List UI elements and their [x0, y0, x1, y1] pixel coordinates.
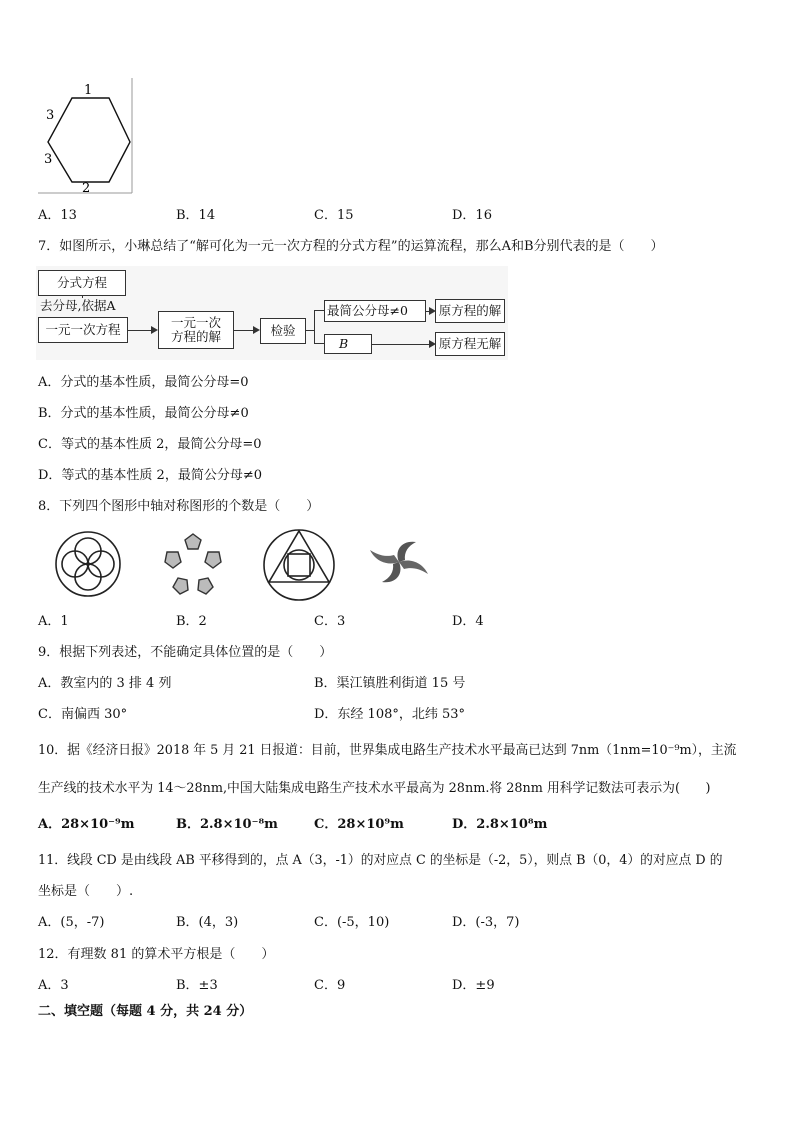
- hexagon-label-top: 1: [84, 83, 93, 98]
- q8-option-b: B．2: [176, 614, 207, 629]
- q10-line1: 10．据《经济日报》2018 年 5 月 21 日报道：目前，世界集成电路生产技术水平最高已达到 7nm（1nm=10⁻⁹m），主流: [38, 743, 737, 758]
- hexagon-label-upper-left: 3: [46, 108, 55, 123]
- flow-linear-eq-box: 一元一次方程: [38, 317, 128, 343]
- q11-option-b: B．(4，3): [176, 915, 239, 930]
- flow-cond-b-box: B: [324, 334, 372, 354]
- q10-option-a: A．28×10⁻⁹m: [38, 817, 135, 832]
- q12-option-d: D．±9: [452, 978, 495, 993]
- q8-option-d: D．4: [452, 614, 484, 629]
- flow-result-ok-box: 原方程的解: [435, 299, 505, 323]
- q6-option-b: B．14: [176, 208, 216, 223]
- q8-figure-circle-triangle: [262, 528, 336, 602]
- q12-option-a: A．3: [38, 978, 69, 993]
- flow-result-none-box: 原方程无解: [435, 332, 505, 356]
- q11-option-a: A．(5，-7): [38, 915, 105, 930]
- q7-option-b: B．分式的基本性质，最简公分母≠0: [38, 406, 249, 421]
- flow-step-label: 去分母,依据A: [40, 298, 116, 313]
- q9-stem: 9．根据下列表述，不能确定具体位置的是（ ）: [38, 645, 333, 660]
- flow-start-box: 分式方程: [38, 270, 126, 296]
- hexagon-figure: [36, 78, 134, 194]
- q8-option-a: A．1: [38, 614, 69, 629]
- flow-cond-nonzero-box: 最简公分母≠0: [324, 300, 426, 322]
- q8-figure-pentagons: [158, 530, 228, 598]
- hexagon-label-bottom: 2: [82, 181, 91, 194]
- q7-stem: 7．如图所示，小琳总结了“解可化为一元一次方程的分式方程”的运算流程，那么A和B分别代表的是（ ）: [38, 239, 664, 254]
- q11-option-d: D．(-3，7): [452, 915, 520, 930]
- q7-option-d: D．等式的基本性质 2，最简公分母≠0: [38, 468, 262, 483]
- q10-option-b: B．2.8×10⁻⁸m: [176, 817, 278, 832]
- q11-option-c: C．(-5，10): [314, 915, 390, 930]
- q8-option-c: C．3: [314, 614, 346, 629]
- q12-option-c: C．9: [314, 978, 346, 993]
- flow-solution-box: 一元一次方程的解: [158, 311, 234, 349]
- q6-option-d: D．16: [452, 208, 492, 223]
- q6-option-c: C．15: [314, 208, 354, 223]
- q9-option-a: A．教室内的 3 排 4 列: [38, 676, 172, 691]
- q12-option-b: B．±3: [176, 978, 218, 993]
- q10-line2: 生产线的技术水平为 14～28nm,中国大陆集成电路生产技术水平最高为 28nm.将 28nm 用科学记数法可表示为( ): [38, 781, 711, 796]
- q7-option-c: C．等式的基本性质 2，最简公分母=0: [38, 437, 262, 452]
- q11-line2: 坐标是（ ）.: [38, 884, 134, 899]
- q8-stem: 8．下列四个图形中轴对称图形的个数是（ ）: [38, 499, 320, 514]
- section-2-heading: 二、填空题（每题 4 分，共 24 分）: [38, 1004, 253, 1019]
- q6-option-a: A．13: [38, 208, 77, 223]
- q9-option-d: D．东经 108°，北纬 53°: [314, 707, 466, 722]
- flow-check-box: 检验: [260, 318, 306, 344]
- q12-stem: 12．有理数 81 的算术平方根是（ ）: [38, 947, 275, 962]
- q9-option-c: C．南偏西 30°: [38, 707, 128, 722]
- q10-option-d: D．2.8×10⁸m: [452, 817, 548, 832]
- q10-option-c: C．28×10⁹m: [314, 817, 404, 832]
- hexagon-label-lower-left: 3: [44, 152, 53, 167]
- q8-figure-circles: [54, 530, 122, 598]
- q9-option-b: B．渠江镇胜利街道 15 号: [314, 676, 466, 691]
- q11-line1: 11．线段 CD 是由线段 AB 平移得到的，点 A（3，-1）的对应点 C 的坐标是（-2，5），则点 B（0，4）的对应点 D 的: [38, 853, 723, 868]
- q8-figure-swirl: [364, 534, 434, 590]
- q7-option-a: A．分式的基本性质，最简公分母=0: [38, 375, 249, 390]
